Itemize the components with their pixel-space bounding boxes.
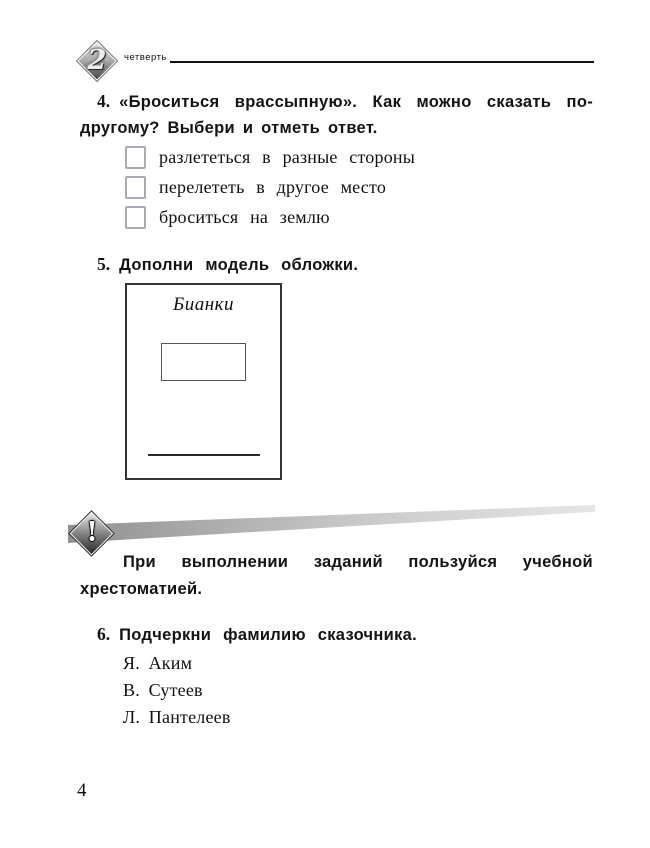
page-number: 4 [77, 780, 87, 801]
book-cover-model [125, 283, 282, 480]
answer-option-label: броситься на землю [159, 206, 330, 227]
task6-instruction [80, 621, 593, 648]
task6-text: Подчеркни фамилию сказочника. [119, 626, 418, 644]
task5-instruction [80, 251, 593, 278]
task4-instruction [80, 88, 593, 141]
cover-blank-line[interactable] [148, 454, 260, 456]
task6-options [123, 650, 231, 731]
task4-options [125, 142, 415, 232]
task4-text: «Броситься врассыпную». Как можно сказать по-другому? Выбери и отметь ответ. [80, 93, 593, 137]
task4-option-row [125, 172, 415, 202]
task4-number: 4. [97, 91, 111, 111]
header-rule [170, 61, 594, 63]
author-option[interactable]: Л. Пантелеев [123, 707, 231, 727]
answer-checkbox[interactable] [125, 176, 146, 199]
exclamation-icon: ! [86, 516, 98, 548]
cover-blank-box[interactable] [161, 343, 246, 381]
answer-checkbox[interactable] [125, 146, 146, 169]
quarter-label: четверть [124, 52, 167, 63]
task4-option-row [125, 202, 415, 232]
author-option[interactable]: Я. Аким [123, 653, 193, 673]
task6-number: 6. [97, 624, 111, 644]
note-text: При выполнении заданий пользуйся учебной хрестоматией. [80, 553, 593, 598]
quarter-number: 2 [87, 44, 107, 76]
divider-stripe [68, 503, 595, 543]
task4-option-row [125, 142, 415, 172]
task5-text: Дополни модель обложки. [119, 256, 359, 274]
task5-number: 5. [97, 254, 111, 274]
cover-author-name: Бианки [172, 294, 235, 315]
answer-option-label: перелететь в другое место [159, 176, 387, 197]
answer-checkbox[interactable] [125, 206, 146, 229]
answer-option-label: разлететься в разные стороны [159, 146, 416, 167]
quarter-badge [74, 38, 120, 84]
author-option[interactable]: В. Сутеев [123, 680, 203, 700]
